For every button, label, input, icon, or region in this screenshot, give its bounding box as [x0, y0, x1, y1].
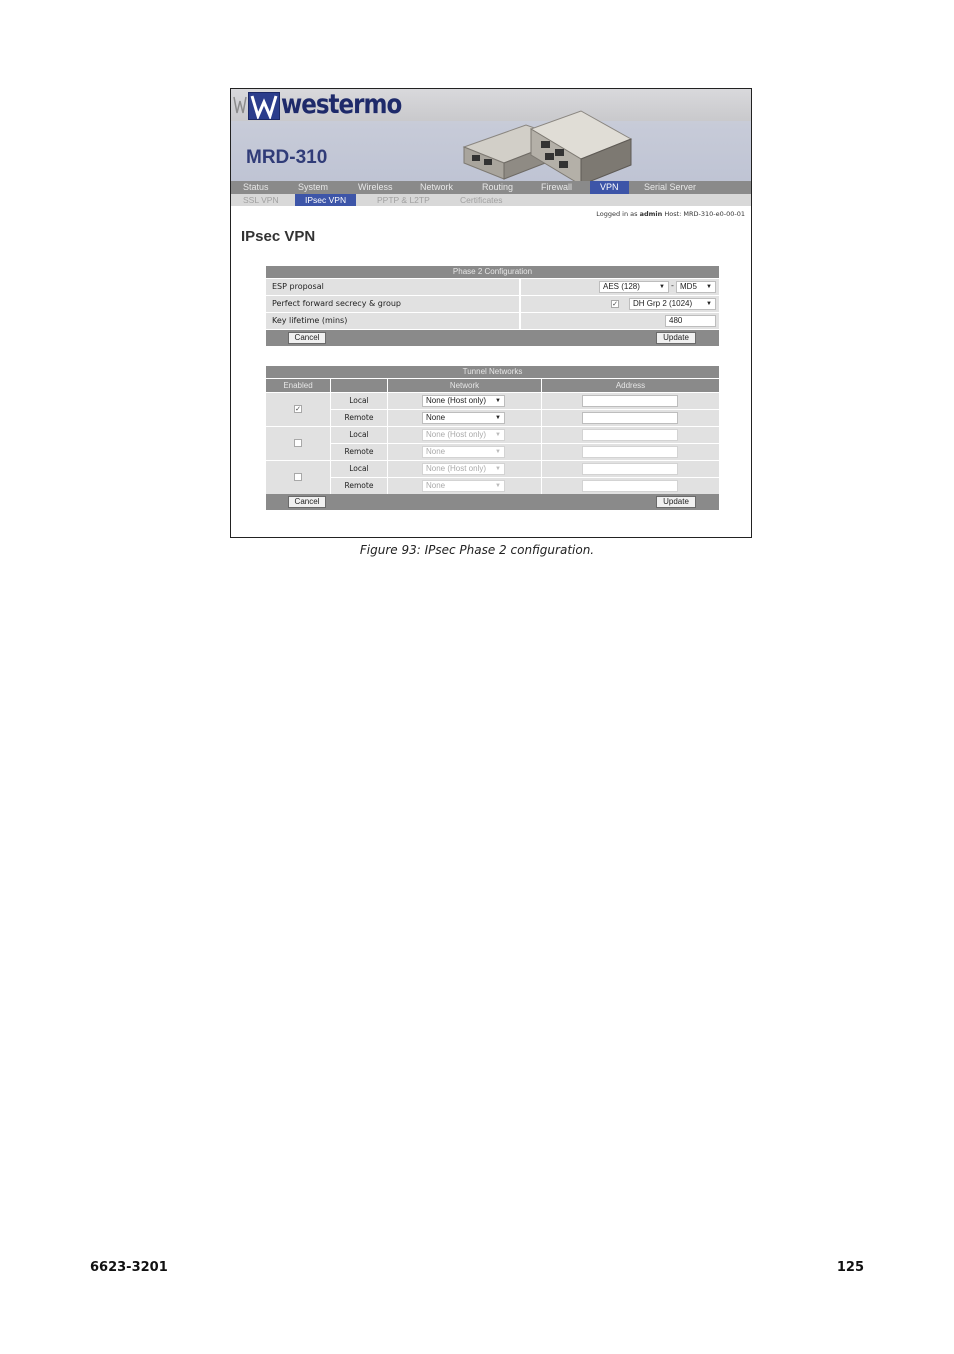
lifetime-input[interactable]: 480 [665, 315, 716, 327]
tunnels-cancel-button[interactable]: Cancel [288, 496, 326, 508]
col-enabled: Enabled [266, 379, 330, 392]
tunnel-1-remote-row [331, 410, 719, 426]
phase2-button-bar [266, 330, 719, 346]
remote-label: Remote [331, 410, 387, 426]
figure-caption: Figure 93: IPsec Phase 2 configuration. [359, 543, 595, 557]
tunnel-2-local-network-value: None (Host only) [426, 430, 487, 439]
nav-serial-server[interactable]: Serial Server [644, 182, 697, 192]
tunnel-1-remote-network-value: None [426, 413, 446, 422]
tunnel-3-enabled-cell [266, 461, 330, 494]
esp-encryption-select[interactable] [599, 281, 669, 293]
doc-number: 6623-3201 [90, 1260, 168, 1275]
tunnel-3-remote-network-cell [388, 478, 541, 494]
tunnel-3-remote-network-value: None [426, 481, 446, 490]
esp-proposal-row [266, 279, 719, 295]
subnav-certificates[interactable]: Certificates [460, 195, 503, 205]
tunnel-2-remote-network-value: None [426, 447, 446, 456]
tunnel-2-local-row [331, 427, 719, 443]
brand-logo-text: westermo [281, 90, 402, 120]
tunnels-update-button[interactable]: Update [656, 496, 696, 508]
phase2-cancel-button[interactable]: Cancel [288, 332, 326, 344]
tunnel-1-local-address-cell [542, 393, 719, 409]
tunnel-2-local-address-input[interactable] [582, 429, 678, 441]
tunnel-3-local-address-input[interactable] [582, 463, 678, 475]
chevron-down-icon: ▼ [495, 449, 501, 455]
pfs-value [521, 296, 719, 312]
tunnel-row-3 [266, 461, 719, 494]
lifetime-value [521, 313, 719, 329]
chevron-down-icon: ▼ [706, 301, 712, 307]
pfs-row [266, 296, 719, 312]
tunnel-3-local-network-value: None (Host only) [426, 464, 487, 473]
login-host: Host: MRD-310-e0-00-01 [664, 210, 745, 218]
header-banner [231, 89, 751, 181]
tunnel-2-local-address-cell [542, 427, 719, 443]
tunnel-1-enabled-checkbox[interactable]: ✓ [295, 405, 301, 413]
chevron-down-icon: ▼ [495, 466, 501, 472]
chevron-down-icon: ▼ [495, 398, 501, 404]
esp-proposal-label: ESP proposal [266, 279, 519, 295]
tunnels-button-bar [266, 494, 719, 510]
tunnel-1-local-network-cell [388, 393, 541, 409]
col-network: Network [388, 379, 541, 392]
col-side [331, 379, 387, 392]
esp-hash-select[interactable] [676, 281, 716, 293]
main-nav [231, 181, 751, 194]
tunnel-networks-title: Tunnel Networks [266, 366, 719, 378]
tunnel-3-remote-network-select[interactable] [422, 480, 505, 492]
tunnel-3-remote-address-input[interactable] [582, 480, 678, 492]
pfs-checkbox[interactable]: ✓ [612, 300, 618, 308]
tunnel-1-local-address-input[interactable] [582, 395, 678, 407]
select-separator: - [671, 281, 674, 290]
tunnel-3-enabled-checkbox[interactable] [294, 473, 302, 481]
tunnel-networks-table [266, 366, 719, 510]
chevron-down-icon: ▼ [495, 432, 501, 438]
login-prefix: Logged in as [596, 210, 638, 218]
tunnel-3-remote-address-cell [542, 478, 719, 494]
nav-routing[interactable]: Routing [482, 182, 514, 192]
local-label: Local [331, 427, 387, 443]
tunnel-3-local-network-select[interactable] [422, 463, 505, 475]
chevron-down-icon: ▼ [706, 284, 712, 290]
local-label: Local [331, 393, 387, 409]
subnav-pptp-l2tp[interactable]: PPTP & L2TP [377, 195, 430, 205]
nav-network[interactable]: Network [420, 182, 454, 192]
chevron-down-icon: ▼ [495, 415, 501, 421]
logo-icon [248, 92, 280, 120]
tunnel-3-local-address-cell [542, 461, 719, 477]
login-user: admin [639, 210, 663, 218]
lifetime-label: Key lifetime (mins) [266, 313, 519, 329]
tunnel-2-enabled-cell [266, 427, 330, 460]
tunnel-3-local-network-cell [388, 461, 541, 477]
page-title: IPsec VPN [241, 228, 316, 245]
nav-firewall[interactable]: Firewall [541, 182, 573, 192]
pfs-group-value: DH Grp 2 (1024) [633, 299, 693, 308]
login-info [596, 210, 745, 218]
tunnel-3-local-row [331, 461, 719, 477]
tunnel-column-headers [266, 379, 719, 392]
nav-vpn[interactable]: VPN [590, 181, 629, 194]
tunnel-1-remote-network-cell [388, 410, 541, 426]
tunnel-1-enabled-cell [266, 393, 330, 426]
tunnel-1-local-network-select[interactable] [422, 395, 505, 407]
tunnel-1-remote-network-select[interactable] [422, 412, 505, 424]
logo-mark-icon [233, 93, 247, 117]
tunnel-2-remote-row [331, 444, 719, 460]
pfs-label: Perfect forward secrecy & group [266, 296, 519, 312]
col-address: Address [542, 379, 719, 392]
local-label: Local [331, 461, 387, 477]
phase2-update-button[interactable]: Update [656, 332, 696, 344]
chevron-down-icon: ▼ [495, 483, 501, 489]
page-number: 125 [836, 1260, 864, 1275]
lifetime-row [266, 313, 719, 329]
chevron-down-icon: ▼ [659, 284, 665, 290]
tunnel-1-local-network-value: None (Host only) [426, 396, 487, 405]
sub-nav [231, 194, 751, 206]
tunnel-2-remote-address-input[interactable] [582, 446, 678, 458]
tunnel-1-local-row [331, 393, 719, 409]
nav-status[interactable]: Status [243, 182, 269, 192]
phase2-title: Phase 2 Configuration [266, 266, 719, 278]
tunnel-row-2 [266, 427, 719, 460]
nav-wireless[interactable]: Wireless [358, 182, 393, 192]
screenshot-frame [230, 88, 752, 538]
remote-label: Remote [331, 444, 387, 460]
subnav-ssl-vpn[interactable]: SSL VPN [243, 195, 279, 205]
tunnel-2-enabled-checkbox[interactable] [294, 439, 302, 447]
tunnel-1-remote-address-cell [542, 410, 719, 426]
device-image-2 [521, 109, 641, 189]
tunnel-row-1 [266, 393, 719, 426]
nav-system[interactable]: System [298, 182, 329, 192]
tunnel-2-local-network-select[interactable] [422, 429, 505, 441]
esp-encryption-value: AES (128) [603, 282, 640, 291]
esp-hash-value: MD5 [680, 282, 697, 291]
pfs-group-select[interactable] [629, 298, 716, 310]
tunnel-2-local-network-cell [388, 427, 541, 443]
remote-label: Remote [331, 478, 387, 494]
subnav-ipsec-vpn[interactable]: IPsec VPN [295, 194, 356, 206]
tunnel-2-remote-network-select[interactable] [422, 446, 505, 458]
tunnel-2-remote-address-cell [542, 444, 719, 460]
tunnel-3-remote-row [331, 478, 719, 494]
product-name: MRD-310 [246, 147, 328, 168]
esp-proposal-value [521, 279, 719, 295]
tunnel-1-remote-address-input[interactable] [582, 412, 678, 424]
tunnel-2-remote-network-cell [388, 444, 541, 460]
phase2-table [266, 266, 719, 346]
